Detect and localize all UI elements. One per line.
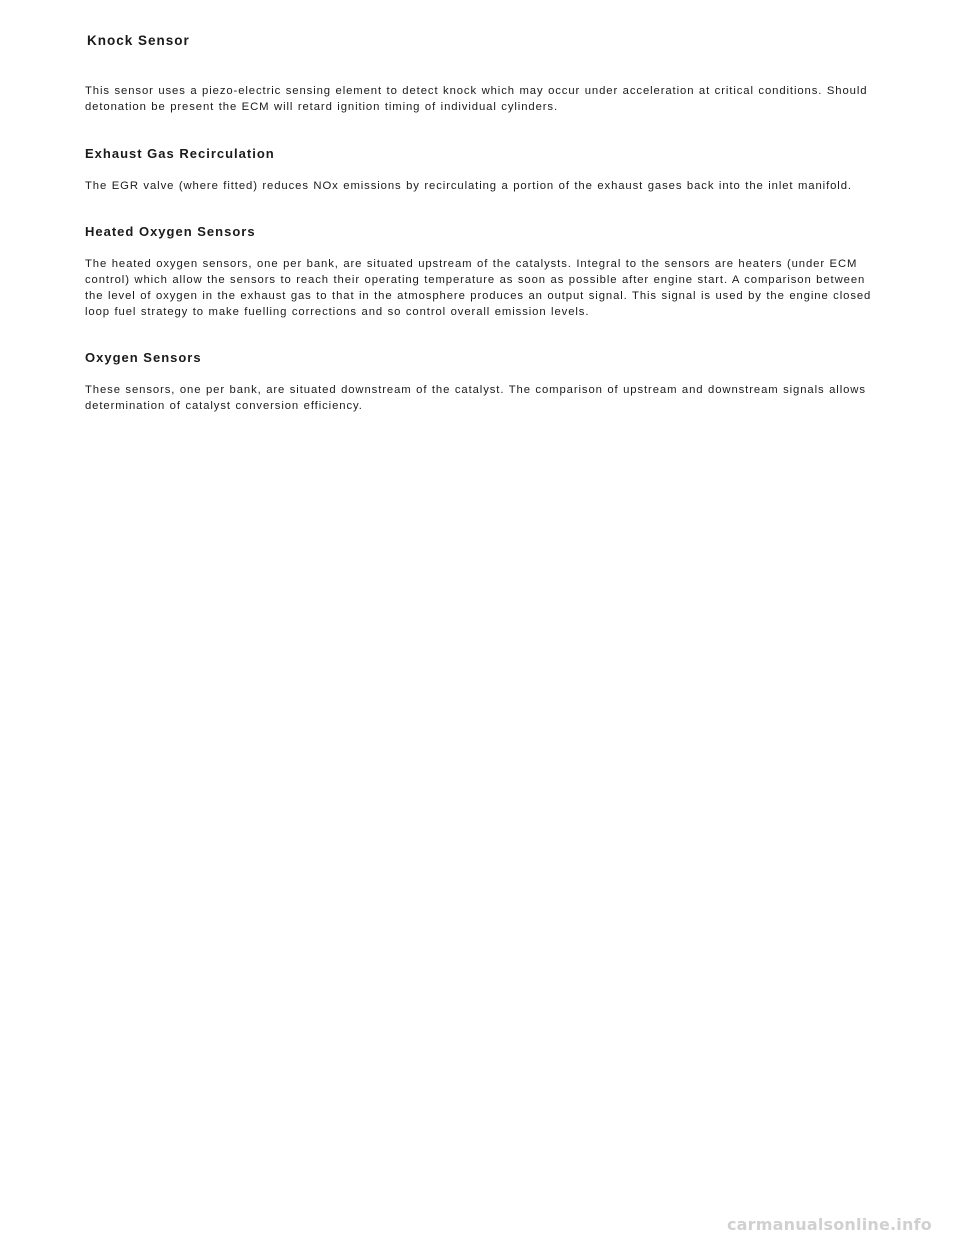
paragraph-oxygen-sensors: These sensors, one per bank, are situated downstream of the catalyst. The comparison of upstream and downstream signals allows determination of catalyst conversion efficiency. (85, 384, 866, 412)
heading-oxygen-sensors: Oxygen Sensors (85, 350, 202, 365)
section-exhaust-gas-recirculation (85, 146, 885, 194)
section-oxygen-sensors (85, 350, 885, 414)
paragraph-exhaust-gas-recirculation: The EGR valve (where fitted) reduces NOx emissions by recirculating a portion of the exhaust gases back into the inlet manifold. (85, 180, 852, 192)
paragraph-knock-sensor: This sensor uses a piezo-electric sensing element to detect knock which may occur under acceleration at critical conditions. Should detonation be present the ECM will retard ignition timing of individual cylinders. (85, 85, 868, 113)
section-knock-sensor (85, 83, 885, 115)
section-heated-oxygen-sensors (85, 224, 885, 320)
heading-exhaust-gas-recirculation: Exhaust Gas Recirculation (85, 146, 275, 161)
heading-heated-oxygen-sensors: Heated Oxygen Sensors (85, 224, 256, 239)
paragraph-heated-oxygen-sensors: The heated oxygen sensors, one per bank, are situated upstream of the catalysts. Integral to the sensors are heaters (under ECM control) which allow the sensors to reach their operating temperature as soon as possible after engine start. A comparison between the level of oxygen in the exhaust gas to that in the atmosphere produces an output signal. This signal is used by the engine closed loop fuel strategy to make fuelling corrections and so control overall emission levels. (85, 258, 872, 318)
page-title: Knock Sensor (87, 33, 190, 48)
watermark-text: carmanualsonline.info (727, 1215, 932, 1234)
document-body (85, 83, 885, 414)
